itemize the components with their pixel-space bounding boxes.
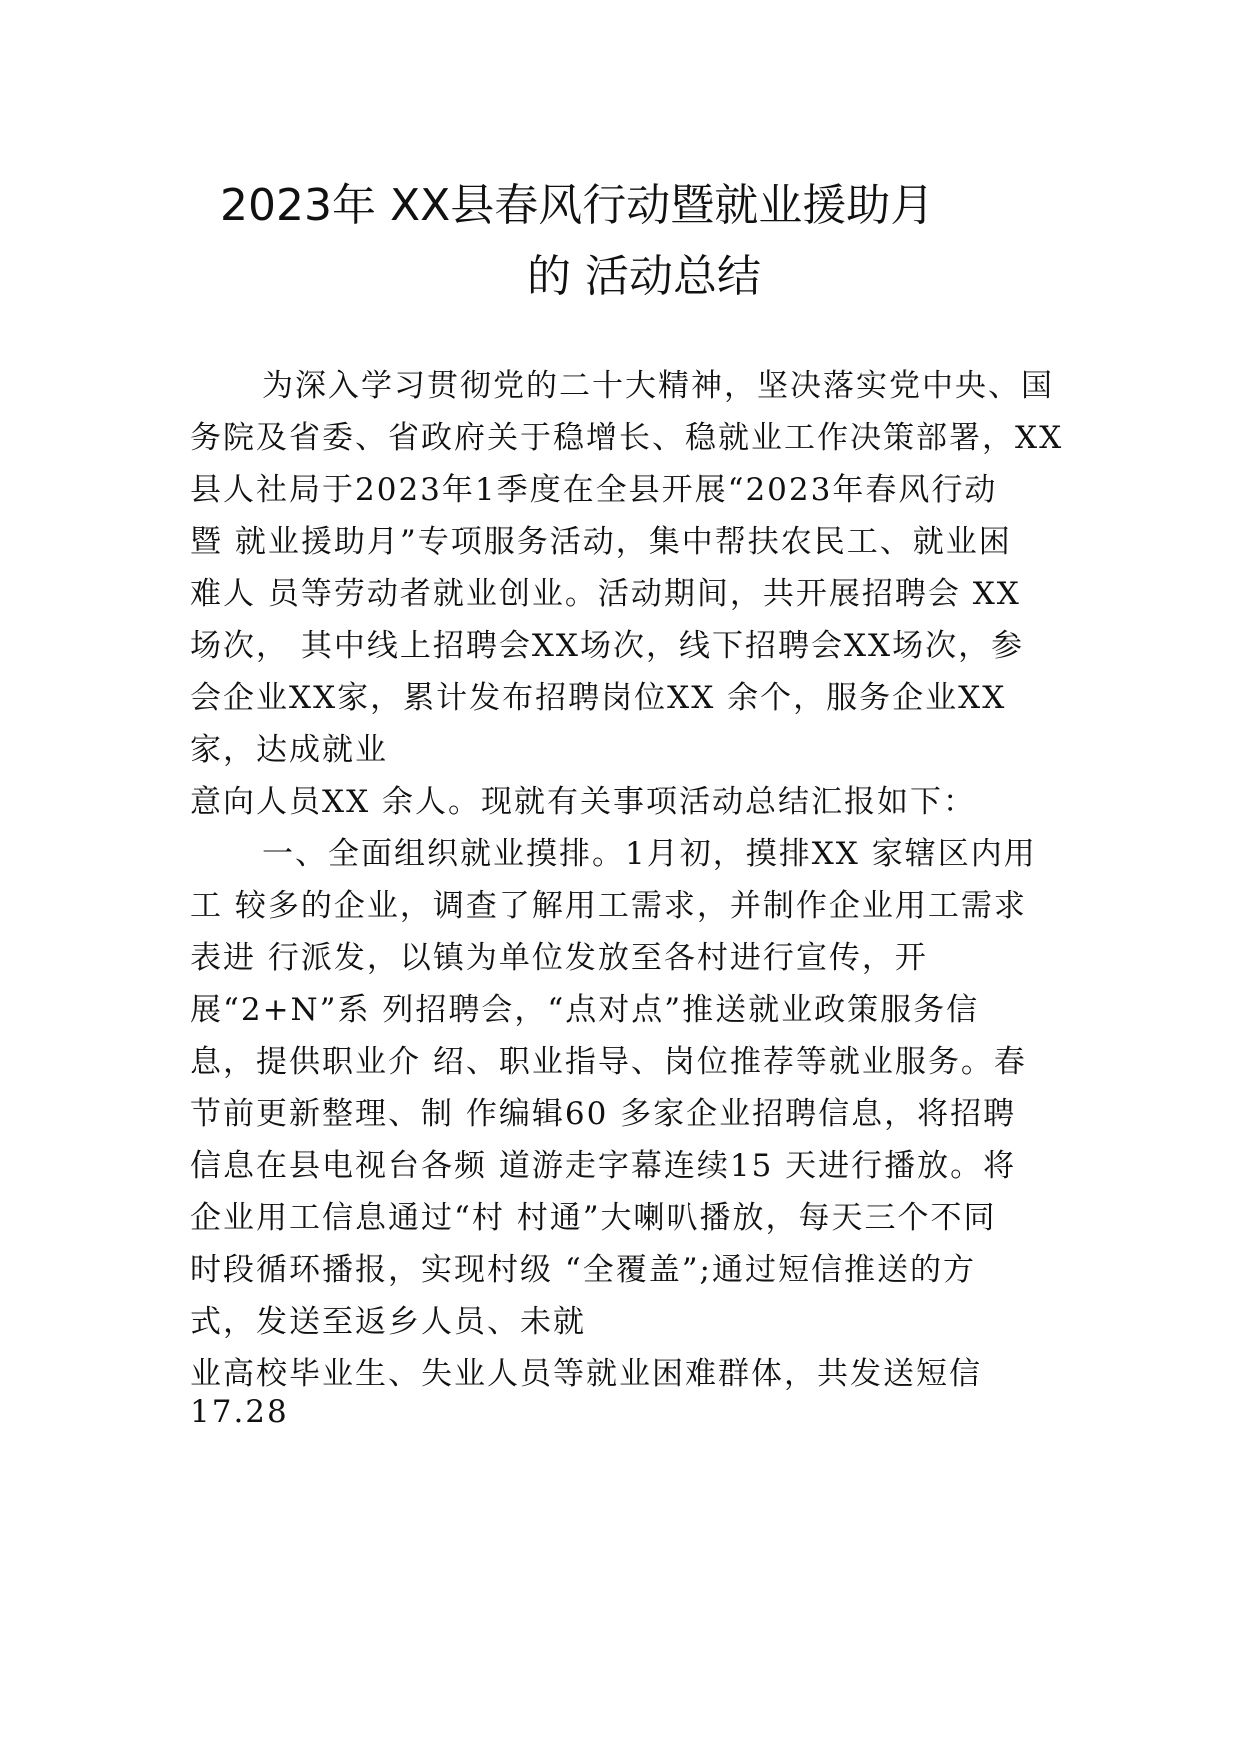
document-title-line-2: 的 活动总结 <box>527 251 761 302</box>
paragraph-line: 企业用工信息通过“村 村通”大喇叭播放，每天三个不同 <box>190 1200 997 1236</box>
paragraph-line: 时段循环播报，实现村级 “全覆盖”;通过短信推送的方 <box>190 1252 976 1288</box>
paragraph-line: 意向人员XX 余人。现就有关事项活动总结汇报如下： <box>190 784 976 820</box>
paragraph-line: 业高校毕业生、失业人员等就业困难群体，共发送短信 <box>190 1356 982 1392</box>
paragraph-line: 县人社局于2023年1季度在全县开展“2023年春风行动 <box>190 472 998 508</box>
paragraph-line: 一、全面组织就业摸排。1月初，摸排XX 家辖区内用 <box>262 836 1037 872</box>
paragraph-line: 信息在县电视台各频 道游走字幕连续15 天进行播放。将 <box>190 1148 1017 1184</box>
document-title-line-1: 2023年 XX县春风行动暨就业援助月 <box>220 180 935 231</box>
paragraph-line: 节前更新整理、制 作编辑60 多家企业招聘信息，将招聘 <box>190 1096 1017 1132</box>
paragraph-line: 家，达成就业 <box>190 732 388 768</box>
paragraph-line: 为深入学习贯彻党的二十大精神，坚决落实党中央、国 <box>262 368 1054 404</box>
paragraph-line: 暨 就业援助月”专项服务活动，集中帮扶农民工、就业困 <box>190 524 1012 560</box>
paragraph-line: 息，提供职业介 绍、职业指导、岗位推荐等就业服务。春 <box>190 1044 1027 1080</box>
paragraph-line: 难人 员等劳动者就业创业。活动期间，共开展招聘会 XX <box>190 576 1021 612</box>
paragraph-line: 场次， 其中线上招聘会XX场次，线下招聘会XX场次，参 <box>190 628 1025 664</box>
paragraph-line: 式，发送至返乡人员、未就 <box>190 1304 586 1340</box>
paragraph-line: 展“2+N”系 列招聘会，“点对点”推送就业政策服务信 <box>190 992 980 1028</box>
paragraph-line: 表进 行派发，以镇为单位发放至各村进行宣传，开 <box>190 940 928 976</box>
paragraph-line: 会企业XX家，累计发布招聘岗位XX 余个，服务企业XX <box>190 680 1007 716</box>
paragraph-line: 工 较多的企业，调查了解用工需求，并制作企业用工需求 <box>190 888 1027 924</box>
paragraph-line: 17.28 <box>190 1394 289 1430</box>
paragraph-line: 务院及省委、省政府关于稳增长、稳就业工作决策部署，XX <box>190 420 1064 456</box>
